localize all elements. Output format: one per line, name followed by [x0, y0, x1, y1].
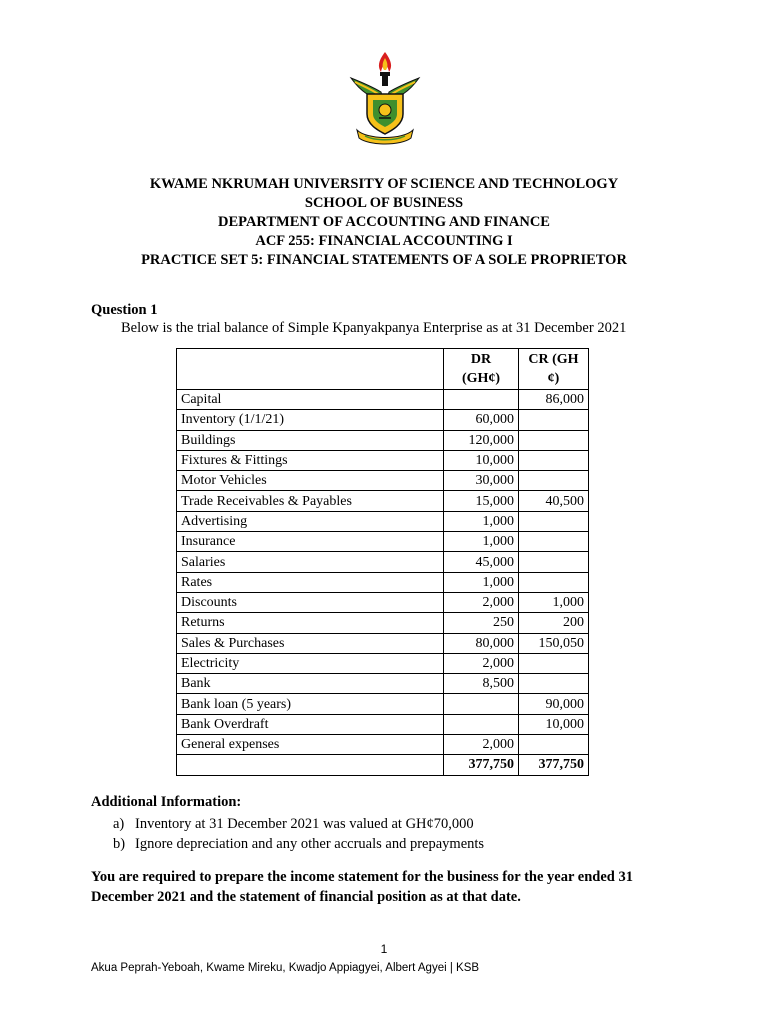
table-header-row — [177, 349, 589, 390]
account-name: Buildings — [177, 430, 444, 450]
account-name: Bank loan (5 years) — [177, 694, 444, 714]
list-item — [113, 814, 484, 834]
list-item-letter: b) — [113, 836, 126, 852]
table-row — [177, 633, 589, 653]
table-row — [177, 694, 589, 714]
dr-value: 10,000 — [444, 450, 519, 470]
account-name: Trade Receivables & Payables — [177, 491, 444, 511]
table-row — [177, 410, 589, 430]
table-row — [177, 572, 589, 592]
account-name: Returns — [177, 613, 444, 633]
account-column-header — [177, 349, 444, 390]
cr-value — [519, 674, 589, 694]
account-name: Capital — [177, 390, 444, 410]
total-row — [177, 755, 589, 775]
table-row — [177, 674, 589, 694]
account-name: Advertising — [177, 511, 444, 531]
table-row — [177, 613, 589, 633]
table-row — [177, 511, 589, 531]
cr-value — [519, 735, 589, 755]
account-name: Inventory (1/1/21) — [177, 410, 444, 430]
dr-total: 377,750 — [444, 755, 519, 775]
department-name: DEPARTMENT OF ACCOUNTING AND FINANCE — [218, 214, 550, 230]
cr-header-line1: CR (GH — [528, 352, 579, 367]
table-row — [177, 450, 589, 470]
table-row — [177, 592, 589, 612]
question-intro: Below is the trial balance of Simple Kpanyakpanya Enterprise as at 31 December 2021 — [121, 320, 627, 336]
account-name: Sales & Purchases — [177, 633, 444, 653]
school-name: SCHOOL OF BUSINESS — [304, 195, 464, 211]
dr-value: 1,000 — [444, 572, 519, 592]
table-row — [177, 714, 589, 734]
cr-value: 200 — [519, 613, 589, 633]
footer-authors: Akua Peprah-Yeboah, Kwame Mireku, Kwadjo Appiagyei, Albert Agyei | KSB — [91, 962, 480, 974]
list-item-text: Ignore depreciation and any other accruals and prepayments — [135, 836, 485, 852]
cr-value — [519, 430, 589, 450]
cr-value — [519, 552, 589, 572]
dr-header-line1: DR — [470, 352, 492, 367]
trial-balance-table — [176, 348, 589, 776]
dr-value: 2,000 — [444, 592, 519, 612]
cr-value: 86,000 — [519, 390, 589, 410]
account-name: Insurance — [177, 532, 444, 552]
additional-info-title: Additional Information: — [91, 794, 242, 810]
dr-value: 2,000 — [444, 653, 519, 673]
account-name: Motor Vehicles — [177, 471, 444, 491]
dr-value: 8,500 — [444, 674, 519, 694]
cr-value — [519, 450, 589, 470]
university-name: KWAME NKRUMAH UNIVERSITY OF SCIENCE AND TECHNOLOGY — [149, 176, 619, 192]
task-instruction: You are required to prepare the income statement for the business for the year ended 31 December 2021 and the statement of financial position as at that date. — [91, 869, 633, 905]
account-name: Fixtures & Fittings — [177, 450, 444, 470]
cr-value: 90,000 — [519, 694, 589, 714]
cr-value — [519, 471, 589, 491]
dr-value — [444, 714, 519, 734]
dr-value: 45,000 — [444, 552, 519, 572]
question-title: Question 1 — [91, 302, 158, 318]
dr-value — [444, 390, 519, 410]
list-item-letter: a) — [113, 816, 125, 832]
account-name: Bank — [177, 674, 444, 694]
table-row — [177, 471, 589, 491]
dr-value: 1,000 — [444, 511, 519, 531]
cr-header-line2: ¢) — [547, 371, 560, 386]
dr-value: 30,000 — [444, 471, 519, 491]
dr-column-header — [444, 349, 519, 390]
cr-value: 1,000 — [519, 592, 589, 612]
course-title: ACF 255: FINANCIAL ACCOUNTING I — [255, 233, 513, 249]
cr-column-header — [519, 349, 589, 390]
total-label — [177, 755, 444, 775]
cr-value — [519, 653, 589, 673]
cr-value: 10,000 — [519, 714, 589, 734]
university-crest-icon — [347, 48, 423, 148]
page-number: 1 — [380, 942, 388, 956]
cr-value — [519, 511, 589, 531]
additional-info-list — [113, 814, 484, 854]
account-name: General expenses — [177, 735, 444, 755]
table-row — [177, 491, 589, 511]
account-name: Rates — [177, 572, 444, 592]
dr-value: 15,000 — [444, 491, 519, 511]
dr-value: 120,000 — [444, 430, 519, 450]
account-name: Electricity — [177, 653, 444, 673]
list-item-text: Inventory at 31 December 2021 was valued at GH¢70,000 — [135, 816, 474, 832]
dr-value: 2,000 — [444, 735, 519, 755]
cr-value: 150,050 — [519, 633, 589, 653]
dr-value: 250 — [444, 613, 519, 633]
cr-value — [519, 410, 589, 430]
table-row — [177, 430, 589, 450]
table-row — [177, 735, 589, 755]
table-row — [177, 653, 589, 673]
dr-header-line2: (GH¢) — [461, 371, 501, 386]
dr-value: 60,000 — [444, 410, 519, 430]
dr-value — [444, 694, 519, 714]
list-item — [113, 834, 484, 854]
table-row — [177, 532, 589, 552]
cr-value: 40,500 — [519, 491, 589, 511]
practice-set-title: PRACTICE SET 5: FINANCIAL STATEMENTS OF A SOLE PROPRIETOR — [141, 252, 627, 268]
cr-value — [519, 572, 589, 592]
cr-total: 377,750 — [519, 755, 589, 775]
dr-value: 80,000 — [444, 633, 519, 653]
dr-value: 1,000 — [444, 532, 519, 552]
table-row — [177, 552, 589, 572]
account-name: Discounts — [177, 592, 444, 612]
account-name: Bank Overdraft — [177, 714, 444, 734]
table-row — [177, 390, 589, 410]
cr-value — [519, 532, 589, 552]
account-name: Salaries — [177, 552, 444, 572]
document-header — [0, 175, 768, 270]
